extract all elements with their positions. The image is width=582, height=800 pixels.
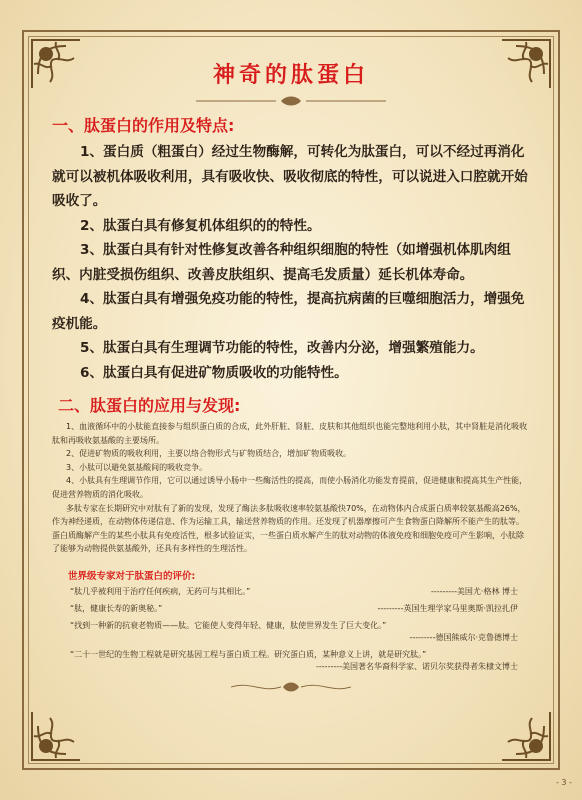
title-flourish-icon [196,95,386,107]
section-applications [52,393,530,556]
corner-ornament-icon [26,706,86,766]
paragraph: 1、蛋白质（粗蛋白）经过生物酶解，可转化为肽蛋白，可以不经过再消化就可以被机体吸收利用，具有吸收快、吸收彻底的特性，可以说进入口腔就开始吸收了。 [52,144,528,209]
quote-text: “找到一种新的抗衰老物质——肽。它能使人变得年轻、健康，肽使世界发生了巨大变化。” [70,620,387,630]
paragraph: 多肽专家在长期研究中对肽有了新的发现，发现了酶法多肽吸收速率较氨基酸快70%，在动物体内合成蛋白质率较氨基酸高26%，作为神经递质，在动物体传递信息、作为运输工具，输送营养物质的作用。还发现了机器摩擦可产生食物蛋白降解所不能产生的肽等。蛋白质酶解产生的某些小肽具有免疫活性，根多试验证实，一些蛋白质水解产生的肽对动物的体液免疫和细胞免疫可产生影响，小肽除了能够为动物提供氨基酸外，还具有多样性的生理活性。 [52,503,526,554]
page-title: 神奇的肽蛋白 [212,63,369,88]
bottom-flourish-icon [231,679,351,695]
expert-quote [52,620,530,644]
section-heading: 一、肽蛋白的作用及特点: [52,116,235,135]
paragraph: 5、肽蛋白具有生理调节功能的特性，改善内分泌，增强繁殖能力。 [80,340,484,356]
quote-text: “二十一世纪的生物工程就是研究基因工程与蛋白质工程。研究蛋白质，某种意义上讲，就是研究肽。” [70,649,427,659]
expert-quote [52,649,530,673]
quote-author: ---------德国熊威尔·克鲁德博士 [409,632,518,642]
quote-text: “肽，健康长寿的新奥秘。” [70,603,163,613]
section-heading: 二、肽蛋白的应用与发现: [58,396,241,415]
section-functions [52,113,530,385]
page-content [52,58,530,695]
quote-author: ---------英国生理学家马里奥斯·凯拉扎伊 [377,603,518,613]
corner-ornament-icon [496,706,556,766]
quote-author: ---------美国著名华裔科学家、诺贝尔奖获得者朱棣文博士 [316,661,518,671]
paragraph: 4、小肽具有生理调节作用，它可以通过诱导小肠中一些酶活性的提高，而使小肠消化功能发育提前，促进健康和提高其生产性能，促进营养物质的消化吸收。 [52,476,528,499]
paragraph: 3、肽蛋白具有针对性修复改善各种组织细胞的特性（如增强机体肌肉组织、内脏受损伤组织、改善皮肤组织、提高毛发质量）延长机体寿命。 [52,242,511,283]
paragraph: 3、小肽可以避免氨基酸间的吸收竞争。 [66,462,208,472]
paragraph: 2、促进矿物质的吸收利用，主要以络合物形式与矿物质结合，增加矿物质吸收。 [66,449,352,459]
paragraph: 6、肽蛋白具有促进矿物质吸收的功能特性。 [80,364,348,381]
paragraph: 4、肽蛋白具有增强免疫功能的特性，提高抗病菌的巨噬细胞活力，增强免疫机能。 [52,291,525,332]
evaluation-heading: 世界级专家对于肽蛋白的评价: [68,570,196,582]
paragraph: 2、肽蛋白具有修复机体组织的的特性。 [80,217,321,234]
expert-evaluation [52,568,530,673]
paragraph: 1、血液循环中的小肽能直接参与组织蛋白质的合成，此外肝脏、肾脏、皮肤和其他组织也能完整地利用小肽，其中肾脏是消化吸收肽和再吸收氨基酸的主要场所。 [52,422,528,445]
expert-quote [52,586,530,598]
expert-quote [52,603,530,615]
quote-text: “肽几乎被利用于治疗任何疾病，无药可与其相比。” [70,586,251,596]
quote-author: ---------美国尤·格林 博士 [430,586,518,596]
page-number: - 3 - [556,778,572,787]
